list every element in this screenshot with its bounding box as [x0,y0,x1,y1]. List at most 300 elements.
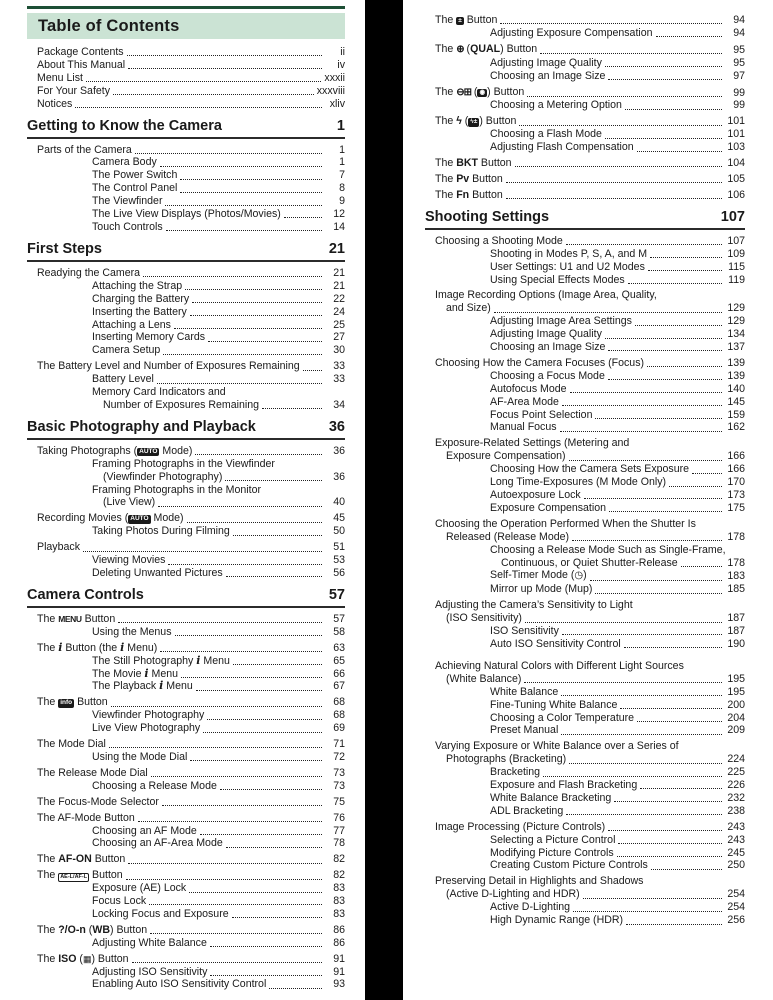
toc-right-column [425,14,745,927]
entry-leader-row [490,248,745,261]
toc-entry[interactable] [425,315,745,328]
toc-entry[interactable] [27,908,345,921]
entry-title: The AF-ON Button [37,853,126,866]
toc-entry[interactable] [27,72,345,85]
entry-leader-row [435,888,745,901]
dot-leader [181,677,322,678]
entry-leader-row [490,261,745,274]
toc-entry[interactable] [27,696,345,709]
toc-entry[interactable] [425,341,745,354]
toc-entry[interactable] [425,660,745,686]
entry-title: The Battery Level and Number of Exposures Remaining [37,360,300,373]
dot-leader [519,125,722,126]
dot-leader [158,506,322,507]
entry-page: 22 [333,292,345,305]
toc-entry[interactable] [425,625,745,638]
entry-title: The Live View Displays (Photos/Movies) [92,208,281,221]
toc-entry[interactable] [425,383,745,396]
entry-leader-row [435,43,745,57]
toc-entry[interactable] [425,821,745,834]
entry-page: 68 [333,709,345,722]
zoom-in-qual-icon: ⊕ [456,43,464,55]
entry-page: 45 [333,512,345,525]
entry-title: Viewfinder Photography [92,709,205,722]
toc-entry[interactable] [27,738,345,751]
toc-entry[interactable] [27,937,345,950]
entry-leader-row [490,699,745,712]
toc-entry[interactable] [425,86,745,100]
toc-entry[interactable] [425,115,745,128]
entry-title: Choosing an Image Size [490,341,606,354]
toc-entry[interactable] [27,360,345,373]
entry-page: 63 [333,641,345,654]
toc-entry[interactable] [27,567,345,580]
entry-page: 51 [333,541,345,554]
toc-entry[interactable] [27,642,345,655]
toc-entry[interactable] [27,458,345,484]
toc-entry[interactable] [425,128,745,141]
dot-leader [226,847,322,848]
toc-entry[interactable] [425,901,745,914]
help-protect-button-icon: ?/O-n [58,923,86,936]
entry-page: 187 [727,625,745,638]
dot-leader [210,946,322,947]
entry-title-line: Framing Photographs in the Monitor [92,483,261,496]
entry-page: 91 [333,952,345,965]
toc-section-header[interactable] [27,587,345,603]
section-title: Shooting Settings [425,208,550,225]
entry-page: 250 [727,859,745,872]
toc-entry[interactable] [425,157,745,170]
entry-leader-row [490,421,745,434]
flash-icon: ϟ [456,115,462,128]
toc-entry[interactable] [425,328,745,341]
toc-entry[interactable] [425,261,745,274]
toc-entry[interactable] [425,792,745,805]
entry-leader-row [435,450,745,463]
dot-leader [561,695,722,696]
entry-title: Creating Custom Picture Controls [490,859,648,872]
right-page [403,0,773,1000]
entry-title: AF-Area Mode [490,395,559,408]
entry-leader-row [490,27,745,40]
entry-leader-row [37,924,345,937]
toc-entry[interactable] [27,837,345,850]
toc-entry[interactable] [27,344,345,357]
toc-entry[interactable] [425,289,745,315]
entry-leader-row [435,531,745,544]
section-rule [27,260,345,262]
toc-entry[interactable] [27,195,345,208]
entry-leader-row [435,612,745,625]
dot-leader [190,315,322,316]
toc-entry[interactable] [27,525,345,538]
toc-entry[interactable] [425,370,745,383]
entry-title: Adjusting ISO Sensitivity [92,965,208,978]
dot-leader [262,408,322,409]
entry-title: Adjusting Image Quality [490,56,602,69]
dot-leader [584,498,722,499]
toc-entry[interactable] [425,57,745,70]
dot-leader [608,830,722,831]
entry-page: 99 [733,86,745,99]
entry-leader-row [92,195,345,208]
entry-leader-row [37,853,345,866]
toc-entry[interactable] [27,767,345,780]
entry-leader-row [92,709,345,722]
entry-page: iv [337,58,345,71]
toc-entry[interactable] [425,859,745,872]
toc-entry[interactable] [27,825,345,838]
entry-title: Bracketing [490,766,541,779]
entry-page: 56 [333,567,345,579]
toc-entry[interactable] [425,70,745,83]
toc-entry[interactable] [425,189,745,202]
entry-title: and Size) [446,302,491,315]
toc-section-header[interactable] [425,209,745,225]
dot-leader [566,814,722,815]
toc-entry[interactable] [27,445,345,458]
toc-entry[interactable] [425,599,745,625]
dot-leader [525,622,722,623]
dot-leader [192,302,322,303]
entry-page: 185 [727,583,745,596]
toc-entry[interactable] [425,569,745,583]
toc-entry[interactable] [425,914,745,927]
toc-entry[interactable] [27,331,345,344]
entry-page: 159 [727,408,745,421]
entry-title: Choosing an AF Mode [92,824,197,837]
entry-title: Readying the Camera [37,266,141,279]
toc-entry[interactable] [27,386,345,412]
dot-leader [561,734,722,735]
dot-leader [111,706,322,707]
entry-title: Touch Controls [92,220,163,233]
entry-leader-row [490,557,745,570]
entry-leader-row [490,766,745,779]
entry-page: 1 [339,156,345,169]
section-page: 1 [336,117,345,134]
entry-leader-row [490,70,745,83]
entry-leader-row [92,471,345,484]
toc-entry[interactable] [27,613,345,626]
dot-leader [232,917,322,918]
toc-entry[interactable] [27,780,345,793]
entry-title: The ⊖⊞ ( ◉ ) Button [435,85,525,98]
toc-entry[interactable] [27,796,345,809]
entry-title: Adjusting Image Quality [490,328,602,341]
dot-leader [566,244,722,245]
af-on-button-label: AF-ON [58,853,92,866]
toc-entry[interactable] [425,463,745,476]
toc-entry[interactable] [425,274,745,287]
entry-title: Image Processing (Picture Controls) [435,820,606,833]
entry-leader-row [92,399,345,412]
toc-entry[interactable] [425,583,745,596]
entry-page: 254 [727,888,745,901]
toc-section-header[interactable] [27,118,345,134]
toc-entry[interactable] [27,306,345,319]
toc-entry[interactable] [425,724,745,737]
toc-entry[interactable] [27,169,345,182]
dot-leader [605,338,722,339]
entry-leader-row [490,792,745,805]
entry-page: 140 [727,382,745,395]
toc-entry[interactable] [27,373,345,386]
entry-leader-row [92,751,345,764]
toc-entry[interactable] [27,541,345,554]
toc-entry[interactable] [425,834,745,847]
dot-leader [637,151,722,152]
toc-entry[interactable] [425,14,745,27]
dot-leader [190,760,322,761]
toc-entry[interactable] [27,484,345,510]
dot-leader [562,405,722,406]
dot-leader [625,109,722,110]
entry-page: 68 [333,696,345,709]
dot-leader [590,580,722,581]
entry-title: Shooting in Modes P, S, A, and M [490,247,648,260]
entry-page: 95 [733,43,745,56]
toc-entry[interactable] [27,280,345,293]
entry-title: The AF-Mode Button [37,811,135,824]
toc-entry[interactable] [425,141,745,154]
white-balance-label: WB [92,923,110,936]
dot-leader [618,843,722,844]
dot-leader [624,647,722,648]
entry-page: 115 [728,260,745,273]
toc-entry[interactable] [27,966,345,979]
section-rule [27,606,345,608]
toc-entry[interactable] [425,805,745,818]
entry-title: Mirror up Mode (Mup) [490,583,593,596]
entry-leader-row [92,169,345,182]
toc-entry[interactable] [425,357,745,370]
dot-leader [226,576,322,577]
entry-leader-row [490,141,745,154]
toc-entry[interactable] [27,953,345,966]
entry-leader-row [37,59,345,72]
toc-entry[interactable] [425,766,745,779]
toc-section-header[interactable] [27,419,345,435]
dot-leader [635,325,722,326]
toc-entry[interactable] [425,638,745,651]
toc-entry[interactable] [425,396,745,409]
toc-entry[interactable] [27,812,345,825]
toc-entry[interactable] [425,686,745,699]
entry-page: 105 [727,172,745,185]
entry-leader-row [490,712,745,725]
entry-leader-row [435,189,745,202]
toc-entry[interactable] [27,554,345,567]
entry-title: Exposure Compensation [490,501,607,514]
entry-title: The Movie i Menu [92,666,179,680]
toc-entry[interactable] [425,99,745,112]
dot-leader [160,651,322,652]
toc-entry[interactable] [27,895,345,908]
toc-entry[interactable] [27,221,345,234]
toc-entry[interactable] [27,144,345,157]
entry-title: The Release Mode Dial [37,766,148,779]
entry-title: The Pv Button [435,172,503,185]
toc-entry[interactable] [27,512,345,525]
toc-entry[interactable] [425,409,745,422]
toc-entry[interactable] [27,267,345,280]
entry-leader-row [92,306,345,319]
entry-title: Parts of the Camera [37,143,132,156]
entry-title: (Active D-Lighting and HDR) [446,888,580,901]
entry-leader-row [435,14,745,27]
toc-entry[interactable] [27,626,345,639]
toc-entry[interactable] [27,208,345,221]
entry-leader-row [490,396,745,409]
entry-page: 94 [733,14,745,26]
toc-entry[interactable] [425,518,745,544]
entry-page: 200 [727,698,745,711]
entry-page: 67 [333,680,345,693]
entry-leader-row [92,895,345,908]
entry-title: Selecting a Picture Control [490,833,616,846]
entry-leader-row [92,668,345,681]
toc-entry[interactable] [425,544,745,570]
dot-leader [220,789,322,790]
section-page: 107 [720,208,745,225]
entry-title: Long Time-Exposures (M Mode Only) [490,476,667,489]
toc-entry[interactable] [425,437,745,463]
entry-page: 65 [333,654,345,667]
dot-leader [208,341,322,342]
entry-page: 226 [727,779,745,792]
entry-leader-row [92,908,345,921]
toc-entry[interactable] [27,319,345,332]
toc-entry[interactable] [425,235,745,248]
toc-entry[interactable] [27,668,345,681]
entry-page: 78 [333,837,345,850]
entry-title: Playback [37,541,80,554]
toc-entry[interactable] [27,751,345,764]
toc-entry[interactable] [425,502,745,515]
entry-title: White Balance [490,685,559,698]
entry-leader-row [37,144,345,157]
entry-leader-row [490,914,745,927]
entry-leader-row [92,331,345,344]
toc-entry[interactable] [425,699,745,712]
entry-leader-row [92,966,345,979]
toc-entry[interactable] [27,680,345,693]
metering-icon: ◉ [479,88,486,96]
entry-leader-row [490,638,745,651]
toc-entry[interactable] [425,173,745,186]
toc-entry[interactable] [27,722,345,735]
fn-button-label: Fn [456,188,470,201]
entry-title: Self-Timer Mode (◷) [490,569,587,582]
toc-entry[interactable] [27,46,345,59]
toc-entry[interactable] [27,709,345,722]
entry-page: 83 [333,907,345,920]
entry-leader-row [490,315,745,328]
entry-title: Inserting the Battery [92,305,187,318]
entry-page: 178 [727,530,745,543]
dot-leader [162,805,322,806]
toc-section-header[interactable] [27,241,345,257]
toc-entry[interactable] [27,85,345,98]
toc-entry[interactable] [425,476,745,489]
entry-page: ii [340,46,345,58]
toc-entry[interactable] [27,853,345,866]
section-title: Getting to Know the Camera [27,117,222,134]
toc-entry[interactable] [27,924,345,937]
toc-entry[interactable] [27,882,345,895]
entry-leader-row [92,182,345,195]
toc-entry[interactable] [425,712,745,725]
toc-entry[interactable] [425,43,745,57]
dot-leader [650,257,722,258]
entry-leader-row [490,686,745,699]
entry-leader-row [490,476,745,489]
entry-title: Inserting Memory Cards [92,331,206,344]
entry-page: xxxii [324,71,345,84]
entry-page: 66 [333,667,345,680]
toc-entry[interactable] [27,156,345,169]
toc-entry[interactable] [27,98,345,111]
entry-page: 134 [727,328,745,341]
entry-title: The ?/O-n (WB) Button [37,923,148,936]
entry-page: 73 [333,779,345,792]
toc-entry[interactable] [425,779,745,792]
dot-leader [608,379,722,380]
entry-page: 1 [339,143,345,156]
toc-entry[interactable] [425,421,745,434]
entry-title: Manual Focus [490,421,557,434]
toc-entry[interactable] [27,869,345,882]
toc-entry[interactable] [27,59,345,72]
entry-title: The i Button (the i Menu) [37,640,158,654]
entry-page: 93 [333,978,345,991]
entry-title: Choosing a Focus Mode [490,369,605,382]
entry-leader-row [92,825,345,838]
entry-leader-row [92,680,345,693]
dot-leader [143,276,322,277]
toc-entry[interactable] [425,489,745,502]
toc-entry[interactable] [425,248,745,261]
entry-title: Focus Lock [92,895,147,908]
entry-leader-row [490,569,745,583]
toc-entry[interactable] [425,875,745,901]
entry-page: 86 [333,936,345,949]
toc-entry[interactable] [425,847,745,860]
dot-leader [626,924,722,925]
entry-leader-row [490,274,745,287]
toc-entry[interactable] [27,655,345,668]
page-gutter [365,0,403,1000]
toc-entry[interactable] [27,978,345,991]
page-title-band [27,13,345,39]
dot-leader [637,721,722,722]
entry-leader-row [435,302,745,315]
entry-page: 204 [727,711,745,724]
dot-leader [163,354,322,355]
toc-entry[interactable] [27,182,345,195]
bkt-button-label: BKT [456,157,478,170]
toc-entry[interactable] [425,740,745,766]
dot-leader [500,23,722,24]
entry-title: The ⊕ (QUAL) Button [435,42,538,55]
toc-entry[interactable] [27,293,345,306]
dot-leader [187,522,322,523]
flash-compensation-icon: ϟ± [470,118,478,126]
entry-title: Attaching the Strap [92,279,183,292]
toc-entry[interactable] [425,27,745,40]
